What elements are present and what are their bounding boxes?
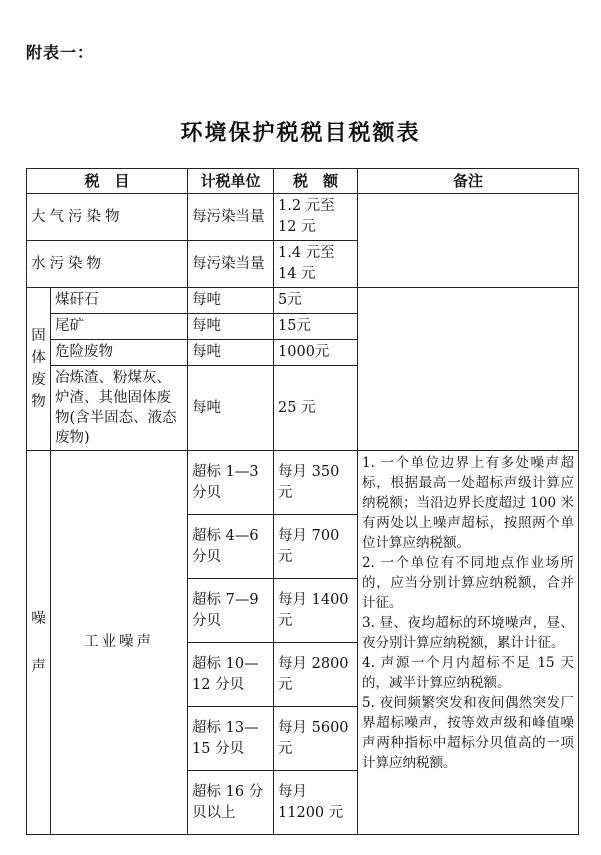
table-row-noise: [27, 451, 579, 515]
amount-coal-gangue: 5元: [274, 288, 358, 314]
amount-other-solid-waste: 25 元: [274, 366, 358, 451]
unit-coal-gangue: 每吨: [188, 288, 274, 314]
notes-air-water-empty: [358, 194, 579, 288]
amount-noise-4: 每月 2800 元: [274, 643, 358, 707]
notes-solid-waste-empty: [358, 288, 579, 451]
item-coal-gangue: 煤矸石: [51, 288, 188, 314]
unit-noise-2: 超标 4—6 分贝: [188, 515, 274, 579]
unit-water: 每污染当量: [188, 241, 274, 288]
amount-noise-3: 每月 1400 元: [274, 579, 358, 643]
note-2: 2. 一个单位有不同地点作业场所的，应当分别计算应纳税额，合并计征。: [362, 555, 575, 611]
note-3: 3. 昼、夜均超标的环境噪声，昼、夜分别计算应纳税额，累计计征。: [362, 615, 575, 651]
unit-noise-4: 超标 10—12 分贝: [188, 643, 274, 707]
item-hazardous-waste: 危险废物: [51, 340, 188, 366]
item-other-solid-waste: 冶炼渣、粉煤灰、炉渣、其他固体废物(含半固态、液态废物): [51, 366, 188, 451]
amount-water: 1.4 元至 14 元: [274, 241, 358, 288]
header-amount: 税 额: [274, 169, 358, 194]
noise-notes: [358, 451, 579, 835]
amount-hazardous-waste: 1000元: [274, 340, 358, 366]
item-water: 水污染物: [27, 241, 188, 288]
table-header-row: [27, 169, 579, 194]
header-notes: 备注: [358, 169, 579, 194]
amount-noise-2: 每月 700 元: [274, 515, 358, 579]
unit-air: 每污染当量: [188, 194, 274, 241]
amount-air: 1.2 元至 12 元: [274, 194, 358, 241]
unit-noise-1: 超标 1—3 分贝: [188, 451, 274, 515]
subcategory-industrial-noise: 工业噪声: [51, 451, 188, 835]
item-air: 大气污染物: [27, 194, 188, 241]
unit-tailings: 每吨: [188, 314, 274, 340]
category-solid-waste: 固 体 废 物: [27, 288, 51, 451]
amount-noise-1: 每月 350 元: [274, 451, 358, 515]
table-row-solid-waste: [27, 288, 579, 314]
appendix-label: 附表一：: [26, 43, 95, 62]
amount-noise-5: 每月 5600 元: [274, 707, 358, 771]
note-1: 1. 一个单位边界上有多处噪声超标，根据最高一处超标声级计算应纳税额；当沿边界长度超过 100 米有两处以上噪声超标，按照两个单位计算应纳税额。: [362, 455, 575, 551]
unit-noise-3: 超标 7—9 分贝: [188, 579, 274, 643]
unit-hazardous-waste: 每吨: [188, 340, 274, 366]
note-4: 4. 声源一个月内超标不足 15 天的，减半计算应纳税额。: [362, 655, 575, 691]
unit-other-solid-waste: 每吨: [188, 366, 274, 451]
unit-noise-6: 超标 16 分贝以上: [188, 771, 274, 835]
amount-tailings: 15元: [274, 314, 358, 340]
unit-noise-5: 超标 13—15 分贝: [188, 707, 274, 771]
table-row-air: [27, 194, 579, 241]
header-item: 税 目: [27, 169, 188, 194]
tax-rate-table: [26, 168, 579, 835]
item-tailings: 尾矿: [51, 314, 188, 340]
document-title: 环境保护税税目税额表: [180, 120, 421, 146]
header-unit: 计税单位: [188, 169, 274, 194]
amount-noise-6: 每月 11200 元: [274, 771, 358, 835]
category-noise: 噪 声: [27, 451, 51, 835]
note-5: 5. 夜间频繁突发和夜间偶然突发厂界超标噪声，按等效声级和峰值噪声两种指标中超标分贝值高的一项计算应纳税额。: [362, 695, 575, 771]
